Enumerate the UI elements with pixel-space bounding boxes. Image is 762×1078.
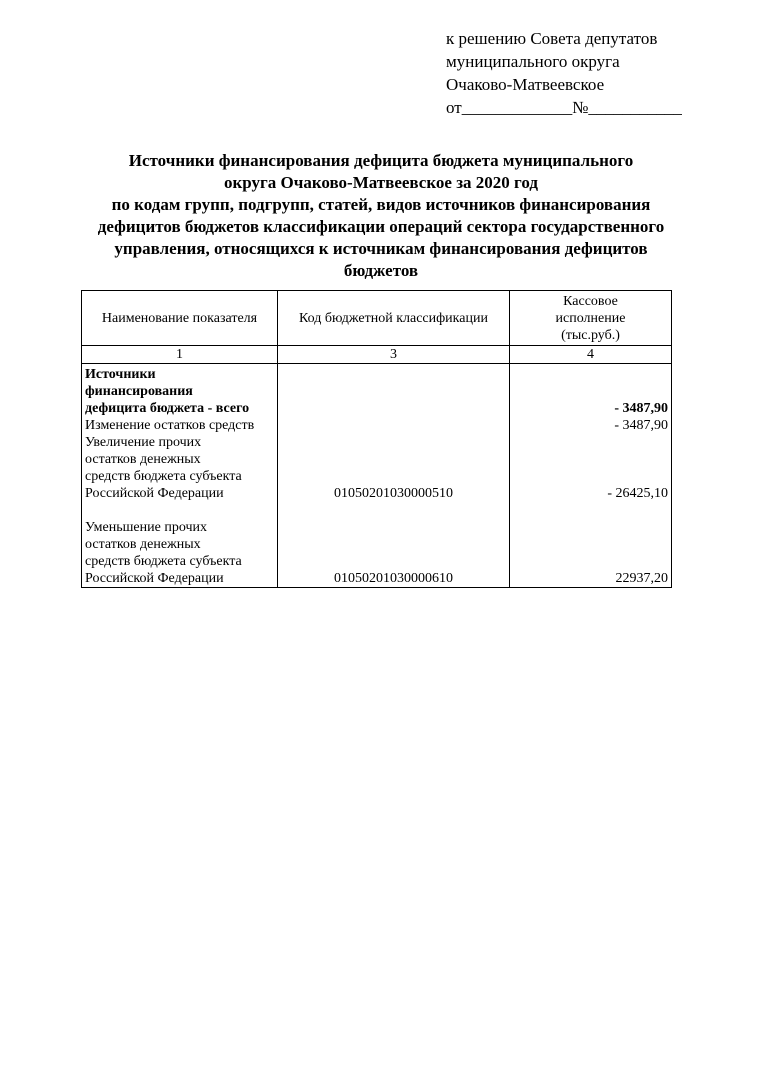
column-number-row (82, 346, 672, 364)
financing-sources-table (81, 290, 672, 588)
total-name-line: финансирования (85, 384, 193, 399)
table-header-row (82, 291, 672, 346)
header-line: муниципального округа (446, 52, 620, 71)
title-line: бюджетов (343, 261, 419, 280)
header-indicator-name: Наименование показателя (82, 291, 278, 346)
decrease-value: 22937,20 (615, 571, 668, 586)
decrease-name-line: Российской Федерации (85, 571, 224, 586)
increase-value: - 26425,10 (607, 486, 668, 501)
decrease-name-line: средств бюджета субъекта (85, 554, 242, 569)
title-line: по кодам групп, подгрупп, статей, видов источников финансирования (111, 195, 651, 214)
approval-header (446, 27, 682, 119)
header-budget-code: Код бюджетной классификации (278, 291, 510, 346)
header-cash-execution (510, 291, 672, 346)
total-name-line: дефицита бюджета - всего (85, 401, 250, 416)
title-line: дефицитов бюджетов классификации операций сектора государственного (97, 217, 665, 236)
decrease-code: 01050201030000610 (334, 571, 453, 586)
indicator-names-cell (82, 364, 278, 588)
increase-code: 01050201030000510 (334, 486, 453, 501)
increase-name-line: остатков денежных (85, 452, 201, 467)
header-cash-line: исполнение (555, 310, 626, 326)
increase-name-line: Российской Федерации (85, 486, 224, 501)
total-name-line: Источники (85, 367, 156, 382)
decrease-name-line: Уменьшение прочих (85, 520, 207, 535)
document-title (60, 150, 702, 282)
column-number: 4 (510, 346, 672, 364)
header-line: к решению Совета депутатов (446, 29, 658, 48)
header-line: Очаково-Матвеевское (446, 75, 605, 94)
title-line: Источники финансирования дефицита бюджета муниципального (128, 151, 634, 170)
header-cash-line: Кассовое (563, 293, 618, 309)
header-line-date-number: от_____________№___________ (446, 98, 682, 117)
table-body-row (82, 364, 672, 588)
decrease-name-line: остатков денежных (85, 537, 201, 552)
column-number: 1 (82, 346, 278, 364)
column-number: 3 (278, 346, 510, 364)
header-cash-line: (тыс.руб.) (561, 327, 620, 343)
total-value: - 3487,90 (614, 401, 668, 416)
title-line: округа Очаково-Матвеевское за 2020 год (224, 173, 538, 192)
change-name: Изменение остатков средств (85, 418, 255, 433)
budget-codes-cell (278, 364, 510, 588)
increase-name-line: Увеличение прочих (85, 435, 202, 450)
title-line: управления, относящихся к источникам финансирования дефицитов (114, 239, 648, 258)
increase-name-line: средств бюджета субъекта (85, 469, 242, 484)
cash-values-cell (510, 364, 672, 588)
change-value: - 3487,90 (614, 418, 668, 433)
